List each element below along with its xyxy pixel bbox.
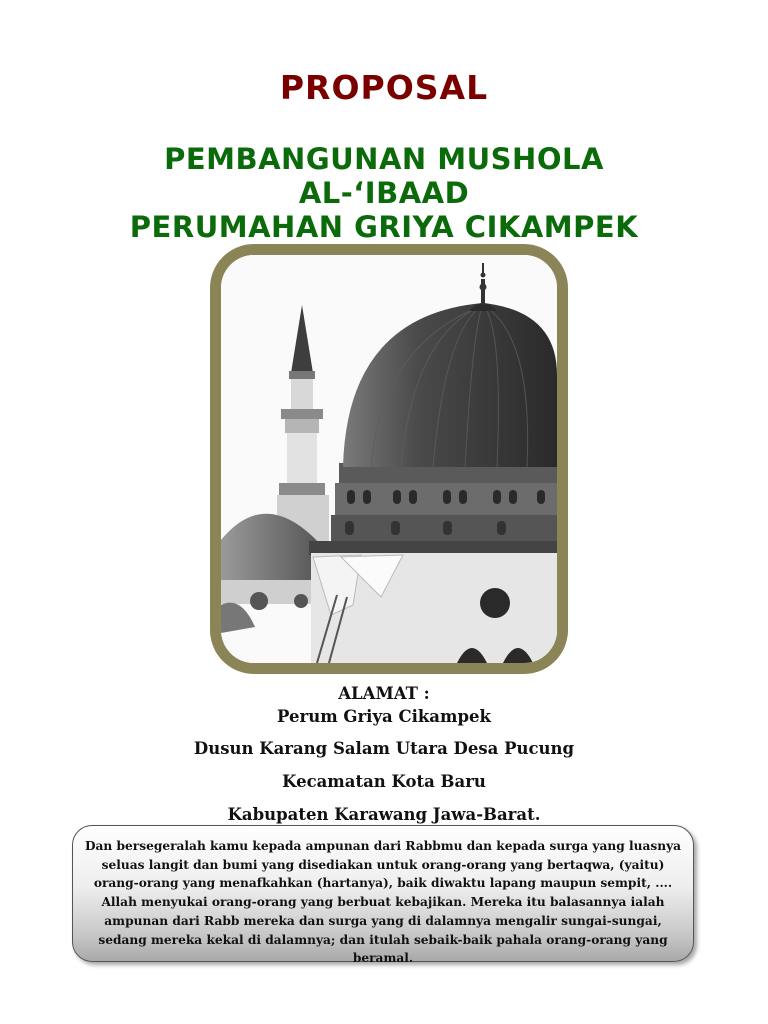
mosque-dome-icon [221, 255, 557, 663]
address-line-1: Perum Griya Cikampek [277, 707, 491, 726]
quote-text: Dan bersegeralah kamu kepada ampunan dari Rabbmu dan kepada surga yang luasnya seluas langit dan bumi yang disediakan untuk orang-orang yang bertaqwa, (yaitu) orang-orang yang menafkahkan (hartanya), baik diwaktu lapang maupun sempit, .... Allah menyukai orang-orang yang berbuat kebajikan. Mereka itu balasannya ialah ampunan dari Rabb mereka dan surga yang di dalamnya mengalir sungai-sungai, sedang mereka kekal di dalamnya; dan itulah sebaik-baik pahala orang-orang yang beramal. [84, 839, 682, 966]
address-line-2: Dusun Karang Salam Utara Desa Pucung [193, 739, 575, 758]
address-label: ALAMAT : [338, 684, 430, 703]
subtitle-line-2: AL-‘IBAAD [298, 176, 470, 210]
proposal-title: PROPOSAL [279, 68, 489, 107]
subtitle-line-1: PEMBANGUNAN MUSHOLA [164, 142, 604, 176]
address-line-3: Kecamatan Kota Baru [282, 772, 486, 791]
subtitle-line-3: PERUMAHAN GRIYA CIKAMPEK [129, 210, 639, 244]
quote-box [72, 825, 694, 966]
address-line-4: Kabupaten Karawang Jawa-Barat. [227, 805, 541, 824]
mosque-photo-frame [210, 244, 568, 674]
